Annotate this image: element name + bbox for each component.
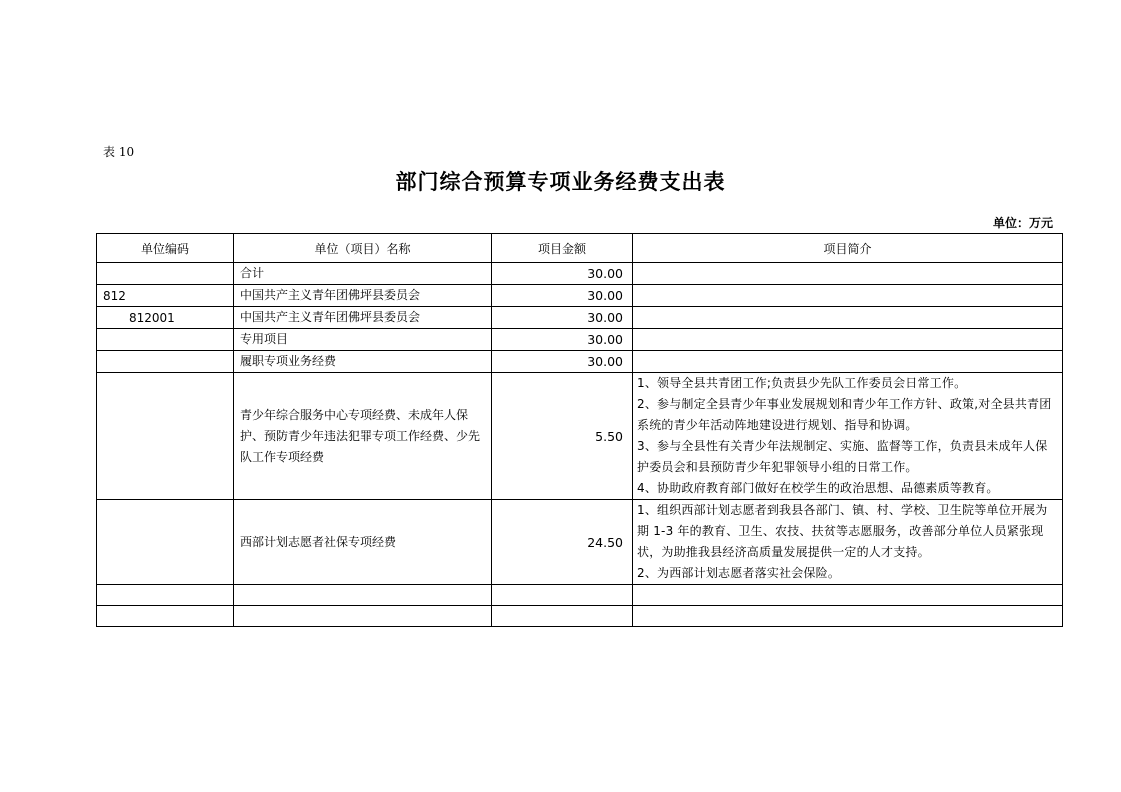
cell-desc bbox=[633, 329, 1063, 351]
cell-name: 中国共产主义青年团佛坪县委员会 bbox=[234, 285, 492, 307]
desc-line: 1、组织西部计划志愿者到我县各部门、镇、村、学校、卫生院等单位开展为期 1-3 年的教育、卫生、农技、扶贫等志愿服务，改善部分单位人员紧张现状，为助推我县经济高质量发展提供一定的人才支持。 bbox=[637, 503, 1048, 559]
cell-code bbox=[97, 351, 234, 373]
budget-table bbox=[96, 233, 1063, 627]
cell-amount: 30.00 bbox=[492, 351, 633, 373]
desc-line: 3、参与全县性有关青少年法规制定、实施、监督等工作，负责县未成年人保护委员会和县预防青少年犯罪领导小组的日常工作。 bbox=[637, 439, 1048, 474]
cell-name: 履职专项业务经费 bbox=[234, 351, 492, 373]
header-desc: 项目简介 bbox=[633, 234, 1063, 263]
cell-empty bbox=[97, 585, 234, 606]
unit-label: 单位：万元 bbox=[992, 216, 1053, 230]
table-number-label: 表 10 bbox=[103, 145, 135, 159]
table-row-project-1 bbox=[97, 373, 1063, 500]
cell-name: 中国共产主义青年团佛坪县委员会 bbox=[234, 307, 492, 329]
table-row-empty bbox=[97, 585, 1063, 606]
cell-name: 西部计划志愿者社保专项经费 bbox=[234, 500, 492, 585]
cell-amount: 30.00 bbox=[492, 263, 633, 285]
table-row bbox=[97, 351, 1063, 373]
cell-code bbox=[97, 263, 234, 285]
cell-empty bbox=[492, 606, 633, 627]
page-title: 部门综合预算专项业务经费支出表 bbox=[395, 169, 726, 194]
cell-desc bbox=[633, 373, 1063, 500]
cell-empty bbox=[234, 585, 492, 606]
table-row bbox=[97, 307, 1063, 329]
cell-empty bbox=[492, 585, 633, 606]
desc-line: 2、为西部计划志愿者落实社会保险。 bbox=[637, 566, 841, 580]
cell-desc bbox=[633, 351, 1063, 373]
header-name: 单位（项目）名称 bbox=[234, 234, 492, 263]
cell-desc bbox=[633, 285, 1063, 307]
desc-line: 2、参与制定全县青少年事业发展规划和青少年工作方针、政策,对全县共青团系统的青少年活动阵地建设进行规划、指导和协调。 bbox=[637, 397, 1052, 432]
desc-line: 1、领导全县共青团工作;负责县少先队工作委员会日常工作。 bbox=[637, 376, 967, 390]
header-amount: 项目金额 bbox=[492, 234, 633, 263]
desc-line: 4、协助政府教育部门做好在校学生的政治思想、品德素质等教育。 bbox=[637, 481, 999, 495]
cell-amount: 30.00 bbox=[492, 329, 633, 351]
cell-name: 专用项目 bbox=[234, 329, 492, 351]
cell-name: 青少年综合服务中心专项经费、未成年人保护、预防青少年违法犯罪专项工作经费、少先队工作专项经费 bbox=[234, 373, 492, 500]
cell-code bbox=[97, 500, 234, 585]
table-row bbox=[97, 263, 1063, 285]
cell-empty bbox=[234, 606, 492, 627]
table-header-row bbox=[97, 234, 1063, 263]
table-row-empty bbox=[97, 606, 1063, 627]
table-row bbox=[97, 329, 1063, 351]
cell-empty bbox=[97, 606, 234, 627]
table-row bbox=[97, 285, 1063, 307]
cell-desc bbox=[633, 500, 1063, 585]
cell-code: 812001 bbox=[97, 307, 234, 329]
table-row-project-2 bbox=[97, 500, 1063, 585]
cell-desc bbox=[633, 307, 1063, 329]
cell-amount: 24.50 bbox=[492, 500, 633, 585]
cell-desc bbox=[633, 263, 1063, 285]
cell-amount: 30.00 bbox=[492, 307, 633, 329]
cell-amount: 5.50 bbox=[492, 373, 633, 500]
cell-amount: 30.00 bbox=[492, 285, 633, 307]
cell-code bbox=[97, 373, 234, 500]
cell-code: 812 bbox=[97, 285, 234, 307]
header-code: 单位编码 bbox=[97, 234, 234, 263]
cell-empty bbox=[633, 606, 1063, 627]
cell-code bbox=[97, 329, 234, 351]
cell-empty bbox=[633, 585, 1063, 606]
cell-name: 合计 bbox=[234, 263, 492, 285]
